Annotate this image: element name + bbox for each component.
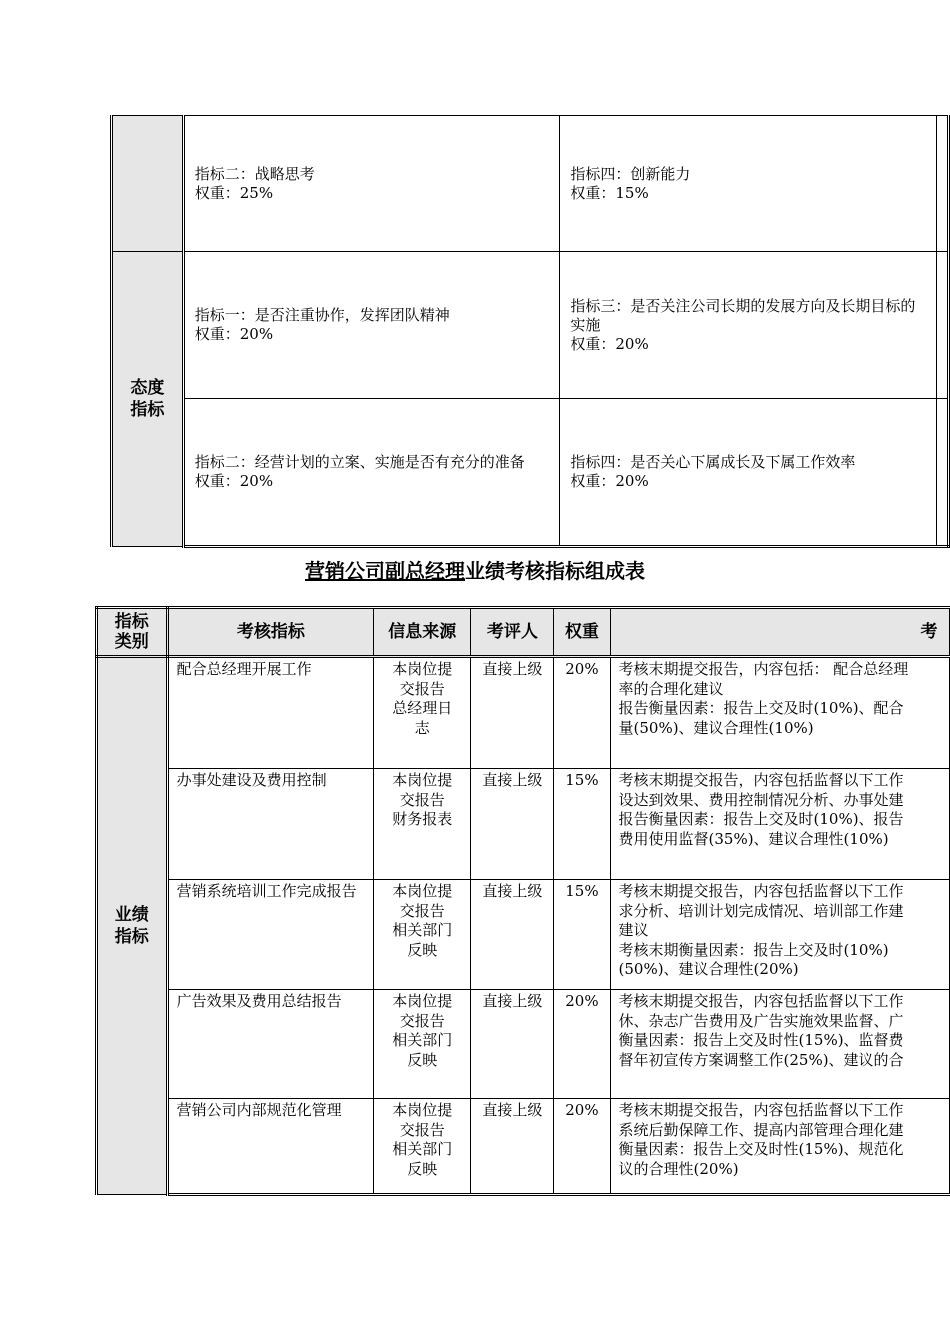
- cut-off-cell: [937, 399, 949, 547]
- category-performance: 业绩 指标: [97, 657, 168, 1195]
- title-rest: 业绩考核指标组成表: [465, 559, 645, 583]
- cut-off-cell: [937, 252, 949, 399]
- table-row: [97, 880, 950, 990]
- info-source: 本岗位提 交报告 财务报表: [374, 769, 471, 880]
- attitude-indicator-table: [110, 115, 950, 548]
- table-row: [97, 657, 950, 769]
- weight: 15%: [554, 880, 610, 990]
- reviewer: 直接上级: [471, 990, 554, 1099]
- indicator-cell: 指标三：是否关注公司长期的发展方向及长期目标的实施 权重：20%: [560, 252, 937, 399]
- indicator-cell: 指标二：经营计划的立案、实施是否有充分的准备 权重：20%: [183, 399, 560, 547]
- indicator-cell: 指标二：战略思考 权重：25%: [183, 116, 560, 252]
- info-source: 本岗位提 交报告 相关部门 反映: [374, 1099, 471, 1195]
- table-row: [112, 399, 949, 547]
- description: 考核末期提交报告，内容包括监督以下工作 求分析、培训计划完成情况、培训部工作建 建议 考核末期衡量因素：报告上交及时(10%) (50%)、建议合理性(20%): [610, 880, 949, 990]
- indicator-name: 配合总经理开展工作: [167, 657, 374, 769]
- description: 考核末期提交报告，内容包括： 配合总经理 率的合理化建议 报告衡量因素：报告上交及时(10%)、配合 量(50%)、建议合理性(10%): [610, 657, 949, 769]
- info-source: 本岗位提 交报告 总经理日 志: [374, 657, 471, 769]
- page-title: [0, 557, 950, 585]
- category-cell-empty: [112, 116, 184, 252]
- indicator-cell: 指标一：是否注重协作，发挥团队精神 权重：20%: [183, 252, 560, 399]
- performance-indicator-table: [95, 606, 950, 1196]
- cut-off-cell: [937, 116, 949, 252]
- description: 考核末期提交报告，内容包括监督以下工作 系统后勤保障工作、提高内部管理合理化建 衡量因素：报告上交及时性(15%)、规范化 议的合理性(20%): [610, 1099, 949, 1195]
- weight: 20%: [554, 657, 610, 769]
- header-source: 信息来源: [374, 608, 471, 657]
- indicator-cell: 指标四：创新能力 权重：15%: [560, 116, 937, 252]
- table-row: [97, 1099, 950, 1195]
- header-row: [97, 608, 950, 657]
- category-attitude: 态度 指标: [112, 252, 184, 547]
- reviewer: 直接上级: [471, 1099, 554, 1195]
- info-source: 本岗位提 交报告 相关部门 反映: [374, 990, 471, 1099]
- title-underlined: 营销公司副总经理: [305, 559, 465, 583]
- reviewer: 直接上级: [471, 769, 554, 880]
- table-row: [112, 252, 949, 399]
- weight: 20%: [554, 990, 610, 1099]
- indicator-cell: 指标四：是否关心下属成长及下属工作效率 权重：20%: [560, 399, 937, 547]
- header-weight: 权重: [554, 608, 610, 657]
- reviewer: 直接上级: [471, 880, 554, 990]
- indicator-name: 办事处建设及费用控制: [167, 769, 374, 880]
- table-row: [97, 769, 950, 880]
- header-indicator: 考核指标: [167, 608, 374, 657]
- description: 考核末期提交报告，内容包括监督以下工作 设达到效果、费用控制情况分析、办事处建 报告衡量因素：报告上交及时(10%)、报告 费用使用监督(35%)、建议合理性(10%): [610, 769, 949, 880]
- table-row: [112, 116, 949, 252]
- reviewer: 直接上级: [471, 657, 554, 769]
- description: 考核末期提交报告，内容包括监督以下工作 休、杂志广告费用及广告实施效果监督、广 衡量因素：报告上交及时性(15%)、监督费 督年初宣传方案调整工作(25%)、建议的合: [610, 990, 949, 1099]
- weight: 15%: [554, 769, 610, 880]
- header-description: 考: [610, 608, 949, 657]
- info-source: 本岗位提 交报告 相关部门 反映: [374, 880, 471, 990]
- indicator-name: 营销系统培训工作完成报告: [167, 880, 374, 990]
- header-reviewer: 考评人: [471, 608, 554, 657]
- table-row: [97, 990, 950, 1099]
- header-category: 指标 类别: [97, 608, 168, 657]
- indicator-name: 广告效果及费用总结报告: [167, 990, 374, 1099]
- weight: 20%: [554, 1099, 610, 1195]
- indicator-name: 营销公司内部规范化管理: [167, 1099, 374, 1195]
